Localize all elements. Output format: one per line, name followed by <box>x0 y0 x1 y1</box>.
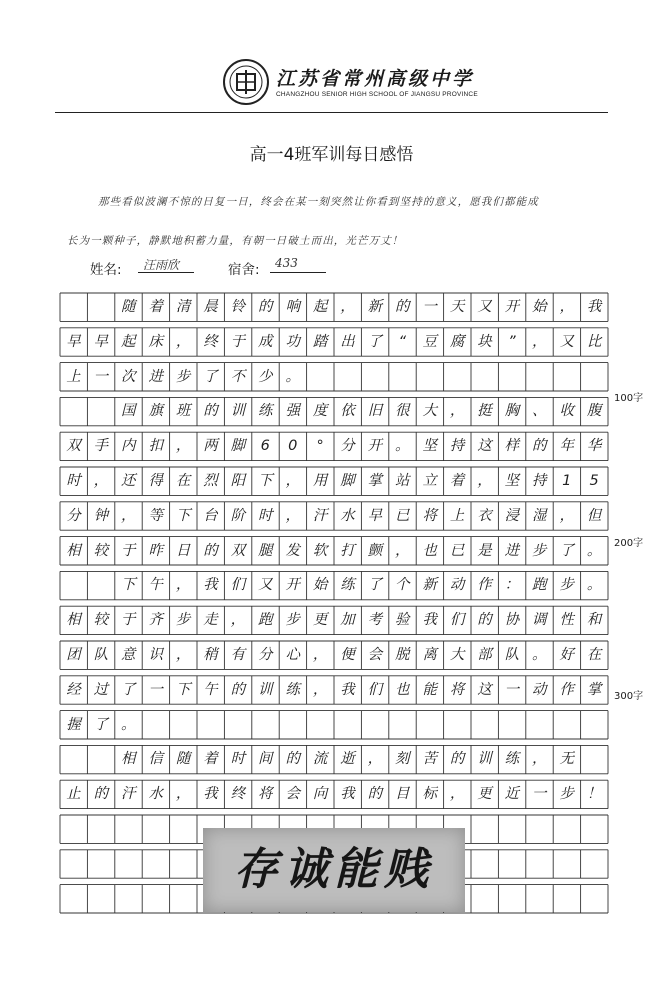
grid-char: 了 <box>203 368 218 385</box>
grid-char: 一 <box>93 368 109 385</box>
grid-char: 开 <box>504 299 520 315</box>
grid-char: ， <box>367 751 383 768</box>
grid-char: 心 <box>285 647 300 663</box>
grid-char: 坚 <box>422 438 437 455</box>
grid-char: 持 <box>532 473 547 489</box>
grid-char: 终 <box>203 333 218 350</box>
grid-char: 向 <box>312 786 328 803</box>
grid-char: 样 <box>504 438 520 455</box>
grid-char: 了 <box>559 542 574 559</box>
grid-char: 还 <box>121 473 136 489</box>
grid-char: 训 <box>230 403 246 420</box>
grid-char: 握 <box>66 716 81 733</box>
grid-char: 新 <box>367 299 383 315</box>
intro-line-1: 那些看似波澜不惊的日复一日，终会在某一刻突然让你看到坚持的意义，愿我们都能成 <box>98 196 539 208</box>
page-title: 高一4班军训每日感悟 <box>249 145 414 165</box>
grid-char: ， <box>449 786 465 803</box>
grid-char: 练 <box>340 577 355 594</box>
grid-char: 加 <box>340 612 355 629</box>
grid-char: 床 <box>148 333 163 350</box>
grid-char: 。 <box>121 716 136 733</box>
grid-char: ， <box>559 299 574 315</box>
grid-char: 验 <box>395 612 410 629</box>
grid-char: 水 <box>340 507 355 524</box>
grid-char: ， <box>395 542 410 559</box>
grid-char: 部 <box>477 647 492 663</box>
grid-char: 脱 <box>395 647 410 663</box>
grid-char: 脚 <box>230 438 246 455</box>
grid-char: ， <box>175 786 191 803</box>
intro-line-2: 长为一颗种子，静默地积蓄力量，有朝一日破土而出，光芒万丈！ <box>67 235 404 247</box>
grid-char: 相 <box>66 612 81 629</box>
grid-char: 练 <box>285 681 300 698</box>
grid-char: 胸 <box>504 403 520 420</box>
grid-char: 分 <box>258 647 273 663</box>
grid-char: 早 <box>93 333 109 350</box>
grid-char: 标 <box>422 786 437 803</box>
grid-char: 度 <box>312 403 328 420</box>
grid-char: 动 <box>449 577 465 594</box>
grid-char: 年 <box>559 438 574 455</box>
grid-char: ” <box>508 333 516 350</box>
grid-char: ° <box>316 438 324 455</box>
grid-char: 又 <box>559 333 574 350</box>
grid-char: 了 <box>93 716 109 733</box>
grid-char: 团 <box>66 647 81 663</box>
calligraphy-text: 存诚能贱 <box>234 844 434 895</box>
grid-char: 无 <box>559 751 574 768</box>
grid-char: 在 <box>586 647 602 663</box>
grid-char: 下 <box>175 507 191 524</box>
calligraphy-banner <box>203 828 465 912</box>
grid-char: 跑 <box>258 612 273 629</box>
grid-char: 软 <box>312 542 328 559</box>
grid-char: 步 <box>559 786 574 803</box>
grid-char: 颤 <box>367 542 383 559</box>
grid-char: 腹 <box>586 403 602 420</box>
grid-char: ， <box>532 751 547 768</box>
grid-char: 脚 <box>340 473 355 489</box>
grid-char: ， <box>175 577 191 594</box>
grid-char: 不 <box>230 368 246 385</box>
grid-char: 一 <box>504 681 520 698</box>
grid-char: 清 <box>175 299 191 315</box>
grid-char: 腿 <box>258 542 273 559</box>
grid-char: 新 <box>422 577 437 594</box>
grid-char: 腐 <box>449 333 465 350</box>
grid-char: 离 <box>422 647 437 663</box>
grid-char: 是 <box>477 542 492 559</box>
grid-char: 们 <box>449 612 465 629</box>
grid-char: 的 <box>449 751 465 768</box>
name-label: 姓名: <box>90 262 122 278</box>
grid-char: 。 <box>532 647 547 663</box>
grid-char: 我 <box>203 577 218 594</box>
grid-char: 便 <box>340 647 355 663</box>
grid-char: 止 <box>66 786 81 803</box>
grid-char: 又 <box>477 299 492 315</box>
grid-char: 大 <box>449 647 465 663</box>
grid-char: ， <box>477 473 492 489</box>
grid-char: 块 <box>477 333 492 350</box>
grid-char: 的 <box>367 786 383 803</box>
grid-char: 于 <box>230 333 246 350</box>
grid-char: 掌 <box>367 473 383 489</box>
grid-char: 于 <box>121 612 136 629</box>
grid-char: 能 <box>422 681 437 698</box>
grid-char: 动 <box>532 681 547 698</box>
grid-char: 在 <box>175 473 191 489</box>
grid-char: 打 <box>340 542 355 559</box>
grid-char: 早 <box>367 507 383 524</box>
grid-char: 两 <box>203 438 218 455</box>
grid-char: 铃 <box>230 299 246 315</box>
grid-char: 协 <box>504 612 520 629</box>
grid-char: 内 <box>121 438 136 455</box>
grid-char: 的 <box>477 612 492 629</box>
grid-char: 。 <box>586 542 602 559</box>
grid-char: ， <box>175 438 191 455</box>
grid-char: 比 <box>586 333 602 350</box>
grid-char: 起 <box>121 333 136 350</box>
grid-char: 天 <box>449 299 465 315</box>
grid-char: 走 <box>203 612 218 629</box>
grid-char: 着 <box>148 299 163 315</box>
grid-char: ， <box>559 507 574 524</box>
grid-char: 1 <box>562 473 572 489</box>
grid-char: ， <box>285 473 300 489</box>
grid-char: 发 <box>285 542 300 559</box>
word-count-300: 300字 <box>614 691 644 702</box>
grid-char: 豆 <box>422 333 437 350</box>
grid-char: 掌 <box>586 681 602 698</box>
grid-char: 随 <box>175 751 191 768</box>
grid-char: 意 <box>121 647 136 663</box>
grid-char: 这 <box>477 681 492 698</box>
grid-char: 日 <box>175 542 191 559</box>
grid-char: 、 <box>532 403 547 420</box>
grid-char: 得 <box>148 473 163 489</box>
grid-char: 我 <box>340 681 355 698</box>
grid-char: 作 <box>559 681 574 698</box>
grid-char: 一 <box>422 299 437 315</box>
grid-char: 将 <box>449 681 465 698</box>
grid-char: 双 <box>66 438 81 455</box>
grid-char: 响 <box>285 299 300 315</box>
grid-char: 调 <box>532 612 547 629</box>
grid-char: 0 <box>288 438 298 455</box>
grid-char: 信 <box>148 751 163 768</box>
grid-char: 又 <box>258 577 273 594</box>
grid-char: 了 <box>121 681 136 698</box>
grid-char: 午 <box>203 681 218 698</box>
grid-char: 班 <box>175 403 191 420</box>
grid-char: 旧 <box>367 403 383 420</box>
grid-char: 汗 <box>312 507 328 524</box>
grid-char: ， <box>121 507 136 524</box>
grid-char: 起 <box>312 299 328 315</box>
grid-char: 练 <box>258 403 273 420</box>
grid-char: 识 <box>148 647 163 663</box>
grid-char: 成 <box>258 333 273 350</box>
grid-char: 进 <box>504 542 520 559</box>
grid-char: 强 <box>285 403 300 420</box>
grid-char: 收 <box>559 403 574 420</box>
grid-char: 国 <box>121 403 136 420</box>
grid-char: 步 <box>175 368 191 385</box>
room-field: 433 <box>275 256 298 270</box>
school-name-cn: 江苏省常州高级中学 <box>276 68 475 90</box>
grid-char: 挺 <box>477 403 492 420</box>
room-label: 宿舍: <box>228 262 260 278</box>
grid-char: 将 <box>422 507 437 524</box>
grid-char: 少 <box>258 368 273 385</box>
grid-char: ， <box>93 473 109 489</box>
grid-char: 上 <box>449 507 465 524</box>
grid-char: ， <box>230 612 246 629</box>
grid-char: 早 <box>66 333 81 350</box>
grid-char: 的 <box>93 786 109 803</box>
grid-char: 跑 <box>532 577 547 594</box>
grid-char: 一 <box>148 681 163 698</box>
grid-char: 目 <box>395 786 410 803</box>
name-field: 汪雨欣 <box>143 258 180 272</box>
grid-char: 的 <box>203 542 218 559</box>
grid-char: 阳 <box>230 473 246 489</box>
grid-char: 了 <box>367 333 383 350</box>
grid-char: 下 <box>121 577 136 594</box>
grid-char: 队 <box>504 647 520 663</box>
grid-char: 也 <box>395 681 410 698</box>
grid-char: 昨 <box>148 542 163 559</box>
grid-char: 我 <box>586 299 602 315</box>
grid-char: 站 <box>395 473 410 489</box>
grid-char: 的 <box>258 299 273 315</box>
grid-char: 的 <box>395 299 410 315</box>
school-name-en: CHANGZHOU SENIOR HIGH SCHOOL OF JIANGSU PROVINCE <box>276 91 478 98</box>
grid-char: 坚 <box>504 473 520 489</box>
grid-char: ， <box>340 299 355 315</box>
grid-char: 个 <box>395 577 410 594</box>
grid-char: ， <box>175 333 191 350</box>
grid-char: 苦 <box>422 751 437 768</box>
grid-char: 等 <box>148 507 163 524</box>
grid-char: 和 <box>586 612 602 629</box>
grid-char: 开 <box>285 577 300 594</box>
grid-char: 大 <box>422 403 437 420</box>
grid-char: 很 <box>395 403 410 420</box>
grid-char: 性 <box>559 612 574 629</box>
grid-char: 步 <box>532 542 547 559</box>
grid-char: ！ <box>586 786 602 803</box>
grid-char: 开 <box>367 438 383 455</box>
grid-char: 着 <box>449 473 465 489</box>
grid-char: ： <box>504 577 520 594</box>
grid-char: 流 <box>312 751 328 768</box>
grid-char: ， <box>285 507 300 524</box>
grid-char: 依 <box>340 403 355 420</box>
grid-char: 分 <box>340 438 355 455</box>
grid-char: 会 <box>285 786 300 803</box>
grid-char: 。 <box>586 577 602 594</box>
grid-char: 踏 <box>312 333 328 350</box>
grid-char: 终 <box>230 786 246 803</box>
grid-char: 但 <box>586 507 602 524</box>
grid-char: 钟 <box>93 507 109 524</box>
grid-char: 步 <box>285 612 300 629</box>
grid-char: 阶 <box>230 507 246 524</box>
grid-char: 下 <box>258 473 273 489</box>
grid-char: 近 <box>504 786 520 803</box>
grid-char: 的 <box>230 681 246 698</box>
grid-char: ， <box>449 403 465 420</box>
grid-char: 衣 <box>477 507 492 524</box>
grid-char: 会 <box>367 647 383 663</box>
grid-char: 更 <box>477 786 492 803</box>
grid-char: 经 <box>66 681 81 698</box>
grid-char: 浸 <box>504 507 520 524</box>
grid-char: 我 <box>422 612 437 629</box>
grid-char: 时 <box>230 751 246 768</box>
grid-char: 湿 <box>532 507 547 524</box>
grid-char: 时 <box>66 473 81 489</box>
grid-char: 随 <box>121 299 136 315</box>
grid-char: 水 <box>148 786 163 803</box>
grid-char: 的 <box>532 438 547 455</box>
grid-char: 一 <box>532 786 547 803</box>
grid-char: 始 <box>312 577 328 594</box>
grid-char: 训 <box>258 681 273 698</box>
grid-char: 次 <box>121 368 136 385</box>
grid-char: 已 <box>395 507 410 524</box>
grid-char: 的 <box>285 751 300 768</box>
grid-char: 刻 <box>395 751 410 768</box>
grid-char: 逝 <box>340 751 355 768</box>
grid-char: 立 <box>422 473 437 489</box>
grid-char: 有 <box>230 647 246 663</box>
grid-char: 出 <box>340 333 355 350</box>
grid-char: 分 <box>66 507 81 524</box>
grid-char: 台 <box>203 507 218 524</box>
grid-char: 好 <box>559 647 574 663</box>
word-count-100: 100字 <box>614 393 644 404</box>
grid-char: 汗 <box>121 786 136 803</box>
grid-char: 。 <box>285 368 300 385</box>
grid-char: 午 <box>148 577 163 594</box>
grid-char: 更 <box>312 612 328 629</box>
grid-char: 晨 <box>203 299 218 315</box>
grid-char: 于 <box>121 542 136 559</box>
grid-char: 训 <box>477 751 492 768</box>
grid-char: 步 <box>559 577 574 594</box>
grid-char: 的 <box>203 403 218 420</box>
grid-char: 稍 <box>203 647 218 663</box>
grid-char: 着 <box>203 751 218 768</box>
grid-char: 相 <box>66 542 81 559</box>
grid-char: 用 <box>312 473 328 489</box>
grid-char: 考 <box>367 612 383 629</box>
grid-char: 齐 <box>148 612 163 629</box>
grid-char: 们 <box>367 681 383 698</box>
grid-char: 时 <box>258 507 273 524</box>
grid-char: 旗 <box>148 403 163 420</box>
grid-char: 烈 <box>203 473 218 489</box>
grid-char: 练 <box>504 751 520 768</box>
grid-char: 5 <box>589 473 599 489</box>
grid-char: 们 <box>230 577 246 594</box>
word-count-200: 200字 <box>614 538 644 549</box>
grid-char: 持 <box>449 438 465 455</box>
grid-char: ， <box>175 647 191 663</box>
grid-char: 扣 <box>148 438 163 455</box>
grid-char: ， <box>312 681 328 698</box>
grid-char: 6 <box>260 438 270 455</box>
grid-char: 我 <box>340 786 355 803</box>
grid-char: 队 <box>93 647 109 663</box>
grid-char: 这 <box>477 438 492 455</box>
grid-char: 已 <box>449 542 465 559</box>
grid-char: 华 <box>586 438 602 455</box>
grid-char: “ <box>398 333 407 350</box>
grid-char: 步 <box>175 612 191 629</box>
grid-char: 我 <box>203 786 218 803</box>
grid-char: 也 <box>422 542 437 559</box>
grid-char: ， <box>532 333 547 350</box>
grid-char: 作 <box>477 577 492 594</box>
grid-char: 了 <box>367 577 383 594</box>
grid-char: 较 <box>93 542 109 559</box>
grid-char: 较 <box>93 612 109 629</box>
grid-char: ， <box>312 647 328 663</box>
grid-char: 将 <box>258 786 273 803</box>
grid-char: 进 <box>148 368 163 385</box>
grid-char: 下 <box>175 681 191 698</box>
grid-char: 相 <box>121 751 136 768</box>
grid-char: 间 <box>258 751 273 768</box>
grid-char: 上 <box>66 368 81 385</box>
grid-char: 双 <box>230 542 246 559</box>
grid-char: 过 <box>93 681 109 698</box>
grid-char: 。 <box>395 438 410 455</box>
grid-char: 始 <box>532 299 547 315</box>
grid-char: 手 <box>93 438 109 455</box>
grid-char: 功 <box>285 333 300 350</box>
